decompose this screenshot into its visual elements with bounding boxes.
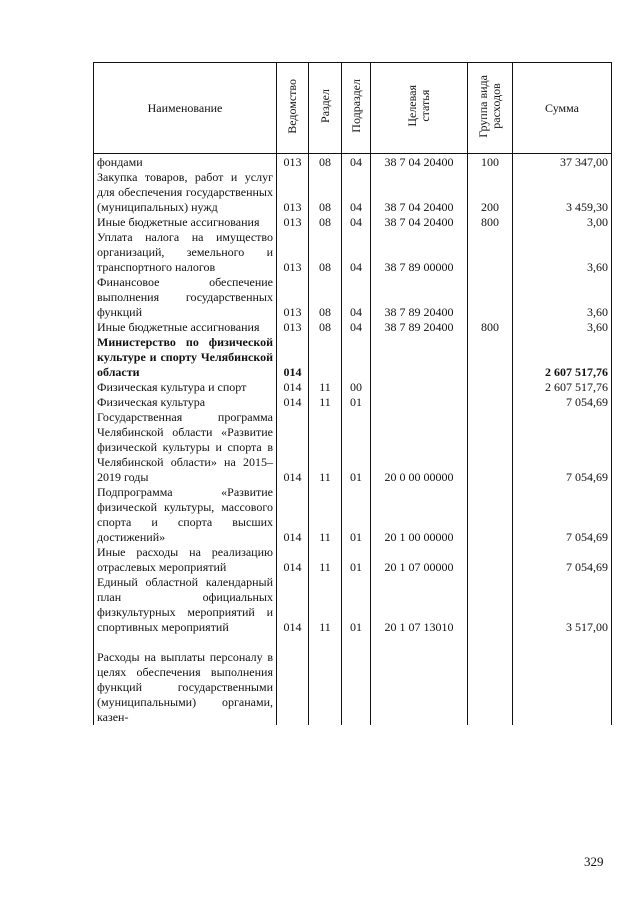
cell-group: 100 — [468, 154, 513, 171]
cell-subsection: 01 — [342, 395, 371, 410]
cell-name: фондами — [94, 154, 277, 171]
cell-target: 38 7 04 20400 — [371, 215, 468, 230]
cell-target: 20 1 00 00000 — [371, 485, 468, 545]
cell-dept: 014 — [277, 380, 309, 395]
cell-section — [309, 635, 342, 725]
cell-sum: 3,60 — [513, 230, 612, 275]
cell-sum: 7 054,69 — [513, 410, 612, 485]
cell-name: Уплата налога на имущество организаций, земельного и транспортного налогов — [94, 230, 277, 275]
cell-dept: 014 — [277, 575, 309, 635]
cell-subsection: 01 — [342, 410, 371, 485]
cell-dept — [277, 635, 309, 725]
cell-dept: 013 — [277, 275, 309, 320]
cell-section: 08 — [309, 320, 342, 335]
cell-dept: 013 — [277, 215, 309, 230]
cell-dept: 013 — [277, 320, 309, 335]
table-row — [94, 275, 612, 320]
table-row — [94, 395, 612, 410]
cell-target: 38 7 89 20400 — [371, 320, 468, 335]
cell-subsection: 04 — [342, 215, 371, 230]
header-name: Наименование — [94, 63, 277, 154]
cell-target — [371, 335, 468, 380]
cell-target: 20 0 00 00000 — [371, 410, 468, 485]
cell-subsection: 01 — [342, 545, 371, 575]
cell-subsection — [342, 635, 371, 725]
cell-subsection: 04 — [342, 275, 371, 320]
cell-group — [468, 395, 513, 410]
cell-sum: 2 607 517,76 — [513, 335, 612, 380]
cell-sum: 37 347,00 — [513, 154, 612, 171]
cell-group — [468, 635, 513, 725]
table-row — [94, 545, 612, 575]
cell-target: 38 7 89 00000 — [371, 230, 468, 275]
cell-name: Финансовое обеспечение выполнения государственных функций — [94, 275, 277, 320]
cell-dept: 014 — [277, 335, 309, 380]
cell-group — [468, 575, 513, 635]
table-row — [94, 485, 612, 545]
cell-target: 20 1 07 00000 — [371, 545, 468, 575]
cell-section: 08 — [309, 215, 342, 230]
cell-subsection: 04 — [342, 230, 371, 275]
page-number: 329 — [584, 854, 604, 869]
cell-target — [371, 635, 468, 725]
cell-subsection: 04 — [342, 320, 371, 335]
cell-subsection — [342, 335, 371, 380]
header-dept: Ведомство — [277, 63, 309, 154]
cell-group — [468, 485, 513, 545]
cell-section: 08 — [309, 154, 342, 171]
table-row — [94, 320, 612, 335]
cell-subsection: 04 — [342, 154, 371, 171]
cell-subsection: 01 — [342, 485, 371, 545]
header-sum: Сумма — [513, 63, 612, 154]
table-row — [94, 215, 612, 230]
cell-subsection: 04 — [342, 170, 371, 215]
cell-section: 08 — [309, 230, 342, 275]
cell-group — [468, 380, 513, 395]
cell-name: Государственная программа Челябинской области «Развитие физической культуры и спорта в Челябинской области» на 2015–2019 годы — [94, 410, 277, 485]
cell-sum: 3 517,00 — [513, 575, 612, 635]
cell-dept: 014 — [277, 410, 309, 485]
cell-section: 11 — [309, 485, 342, 545]
table-row — [94, 335, 612, 380]
cell-target — [371, 395, 468, 410]
cell-sum: 3,60 — [513, 275, 612, 320]
cell-dept: 014 — [277, 545, 309, 575]
cell-target: 38 7 04 20400 — [371, 170, 468, 215]
cell-sum: 3,60 — [513, 320, 612, 335]
cell-section: 08 — [309, 275, 342, 320]
cell-section: 08 — [309, 170, 342, 215]
table-row — [94, 170, 612, 215]
cell-section: 11 — [309, 575, 342, 635]
cell-sum — [513, 635, 612, 725]
budget-table — [93, 62, 612, 725]
cell-name: Расходы на выплаты персоналу в целях обеспечения выполнения функций государственными (муниципальными) органами, казен- — [94, 635, 277, 725]
cell-dept: 013 — [277, 230, 309, 275]
cell-group — [468, 335, 513, 380]
cell-group: 800 — [468, 320, 513, 335]
table-row — [94, 410, 612, 485]
cell-dept: 014 — [277, 395, 309, 410]
cell-sum: 7 054,69 — [513, 485, 612, 545]
cell-name: Единый областной календарный план официальных физкультурных мероприятий и спортивных мероприятий — [94, 575, 277, 635]
cell-target: 38 7 89 20400 — [371, 275, 468, 320]
table-row — [94, 635, 612, 725]
cell-name: Иные бюджетные ассигнования — [94, 215, 277, 230]
table-row — [94, 154, 612, 171]
cell-name: Закупка товаров, работ и услуг для обеспечения государственных (муниципальных) нужд — [94, 170, 277, 215]
cell-subsection: 01 — [342, 575, 371, 635]
cell-name: Иные бюджетные ассигнования — [94, 320, 277, 335]
header-expense-group: Группа вида расходов — [468, 63, 513, 154]
cell-sum: 3,00 — [513, 215, 612, 230]
table-row — [94, 575, 612, 635]
cell-name: Физическая культура и спорт — [94, 380, 277, 395]
cell-sum: 7 054,69 — [513, 395, 612, 410]
cell-section: 11 — [309, 380, 342, 395]
cell-sum: 7 054,69 — [513, 545, 612, 575]
cell-target: 38 7 04 20400 — [371, 154, 468, 171]
cell-section: 11 — [309, 545, 342, 575]
cell-group: 800 — [468, 215, 513, 230]
cell-sum: 2 607 517,76 — [513, 380, 612, 395]
cell-section: 11 — [309, 410, 342, 485]
cell-subsection: 00 — [342, 380, 371, 395]
header-target: Целевая статья — [371, 63, 468, 154]
cell-dept: 014 — [277, 485, 309, 545]
cell-group: 200 — [468, 170, 513, 215]
cell-group — [468, 275, 513, 320]
cell-section: 11 — [309, 395, 342, 410]
header-section: Раздел — [309, 63, 342, 154]
cell-name: Физическая культура — [94, 395, 277, 410]
cell-group — [468, 545, 513, 575]
table-row — [94, 230, 612, 275]
cell-name: Иные расходы на реализацию отраслевых мероприятий — [94, 545, 277, 575]
cell-sum: 3 459,30 — [513, 170, 612, 215]
cell-name: Министерство по физической культуре и спорту Челябинской области — [94, 335, 277, 380]
table-row — [94, 380, 612, 395]
cell-group — [468, 410, 513, 485]
cell-dept: 013 — [277, 170, 309, 215]
cell-section — [309, 335, 342, 380]
cell-name: Подпрограмма «Развитие физической культуры, массового спорта и спорта высших достижений» — [94, 485, 277, 545]
cell-dept: 013 — [277, 154, 309, 171]
cell-group — [468, 230, 513, 275]
header-subsection: Подраздел — [342, 63, 371, 154]
cell-target — [371, 380, 468, 395]
cell-target: 20 1 07 13010 — [371, 575, 468, 635]
header-row — [94, 63, 612, 154]
